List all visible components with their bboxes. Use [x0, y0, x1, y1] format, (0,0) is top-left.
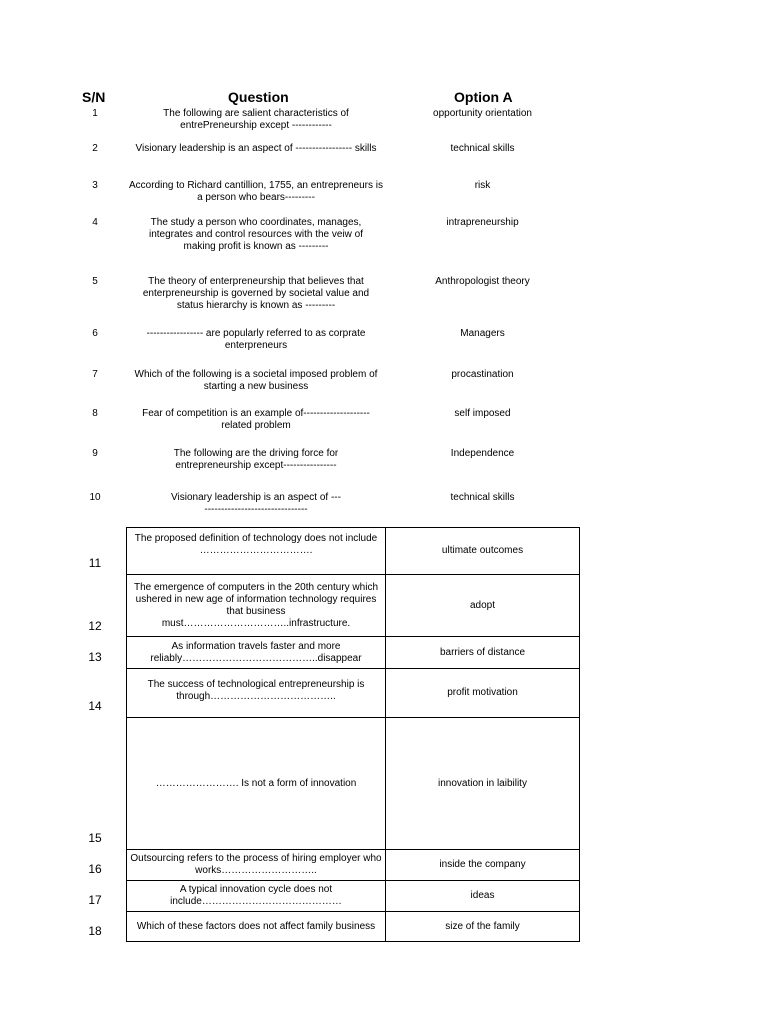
row-4-option-a: intrapreneurship: [446, 217, 519, 228]
row-6-question: ----------------- are popularly referred to as corprate enterpreneurs: [146, 328, 366, 351]
row-15-sn: 15: [88, 831, 102, 845]
row-11-sn: 11: [88, 556, 102, 570]
row-7-sn: 7: [92, 369, 98, 380]
row-10-sn: 10: [89, 492, 101, 503]
row-16-question: Outsourcing refers to the process of hiring employer who works………………………..: [130, 853, 382, 876]
row-16-option-a: inside the company: [439, 859, 526, 870]
row-5-sn: 5: [92, 276, 98, 287]
row-11-option-a: ultimate outcomes: [441, 545, 524, 556]
row-13-sn: 13: [88, 650, 102, 664]
row-10-option-a: technical skills: [450, 492, 515, 503]
row-7-question: Which of the following is a societal imposed problem of starting a new business: [134, 369, 378, 392]
row-7-option-a: procastination: [451, 369, 514, 380]
row-14-option-a: profit motivation: [447, 687, 518, 698]
row-18-question: Which of these factors does not affect family business: [136, 920, 376, 932]
row-12-question: The emergence of computers in the 20th century which ushered in new age of information technology requires that business must…………………………..infrastructure.: [133, 581, 379, 629]
row-6-option-a: Managers: [460, 328, 505, 339]
row-9-option-a: Independence: [450, 448, 515, 459]
row-17-option-a: ideas: [470, 890, 495, 901]
row-17-sn: 17: [88, 893, 102, 907]
row-1-sn: 1: [92, 108, 98, 119]
header-question: Question: [228, 89, 289, 105]
row-14-question: The success of technological entrepreneurship is through………………………………..: [147, 679, 365, 702]
row-18-sn: 18: [88, 924, 102, 938]
row-9-sn: 9: [92, 448, 98, 459]
row-18-option-a: size of the family: [445, 920, 520, 932]
row-16-sn: 16: [88, 862, 102, 876]
row-1-question: The following are salient characteristics of entrePreneurship except ------------: [163, 108, 349, 131]
row-10-question: Visionary leadership is an aspect of ----------------------------------: [171, 492, 341, 515]
row-3-sn: 3: [92, 180, 98, 191]
row-11-question: The proposed definition of technology does not include …………………………….: [134, 533, 378, 556]
row-12-sn: 12: [88, 619, 102, 633]
row-6-sn: 6: [92, 328, 98, 339]
row-1-option-a: opportunity orientation: [433, 108, 532, 119]
header-sn: S/N: [82, 89, 106, 105]
row-2-sn: 2: [92, 143, 98, 154]
row-2-option-a: technical skills: [450, 143, 515, 154]
row-4-sn: 4: [92, 217, 98, 228]
row-13-question: As information travels faster and more reliably…………………………………..disappear: [150, 640, 362, 664]
row-2-question: Visionary leadership is an aspect of ----------------- skills: [135, 143, 377, 154]
row-3-option-a: risk: [474, 180, 491, 191]
row-15-option-a: innovation in laibility: [438, 777, 527, 789]
boxed-table: [126, 527, 580, 942]
row-8-question: Fear of competition is an example of-------------------- related problem: [142, 408, 370, 431]
row-8-sn: 8: [92, 408, 98, 419]
row-4-question: The study a person who coordinates, manages, integrates and control resources with the veiw of making profit is known as ---------: [149, 217, 363, 252]
row-5-option-a: Anthropologist theory: [435, 276, 530, 287]
row-13-option-a: barriers of distance: [439, 646, 526, 658]
row-17-question: A typical innovation cycle does not include……………………………………: [170, 884, 342, 907]
row-12-option-a: adopt: [469, 599, 496, 611]
row-8-option-a: self imposed: [454, 408, 511, 419]
row-15-question: ……………………. Is not a form of innovation: [155, 777, 357, 789]
row-5-question: The theory of enterpreneurship that believes that enterpreneurship is governed by societal value and status hierarchy is known as ---------: [142, 276, 370, 311]
row-9-question: The following are the driving force for entrepreneurship except----------------: [173, 448, 339, 471]
header-option-a: Option A: [454, 89, 513, 105]
row-3-question: According to Richard cantillion, 1755, an entrepreneurs is a person who bears---------: [128, 180, 384, 203]
row-14-sn: 14: [88, 699, 102, 713]
